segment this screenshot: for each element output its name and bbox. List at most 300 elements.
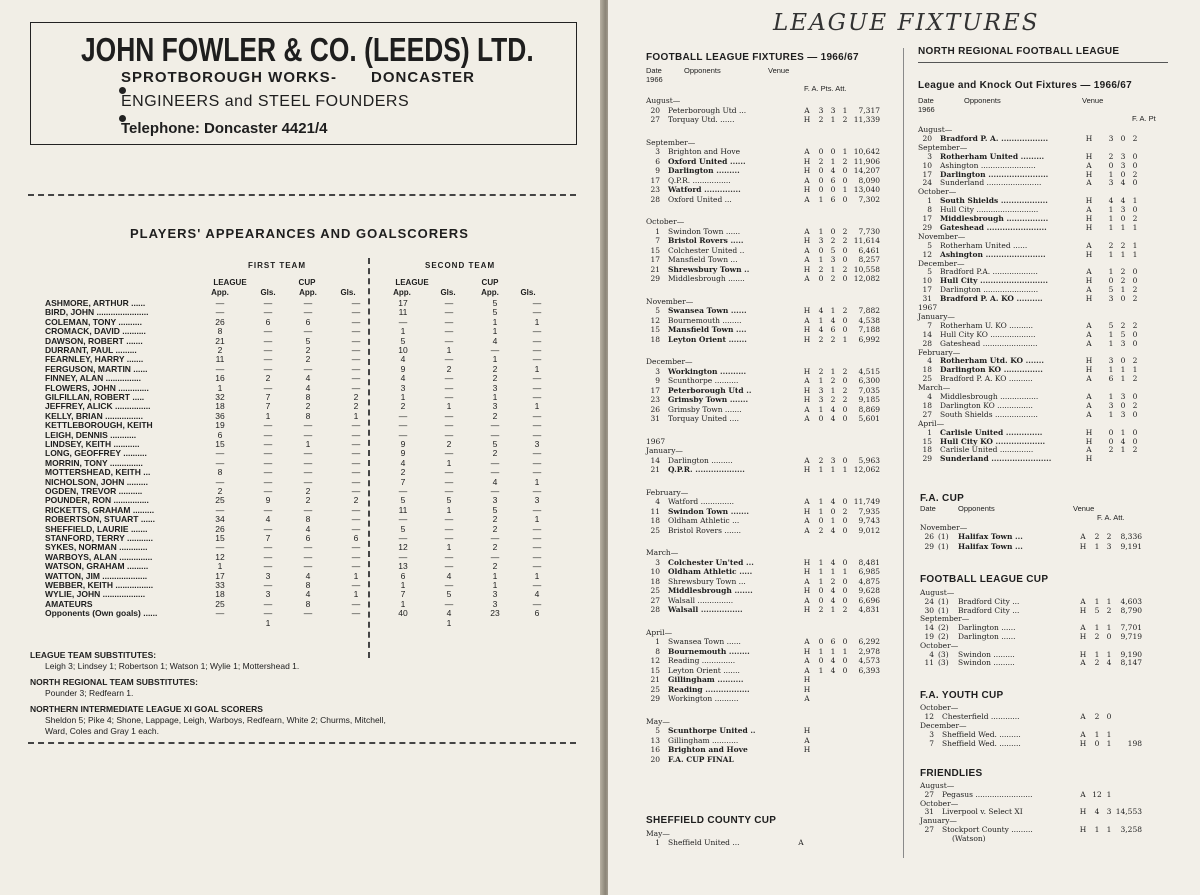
fixture-date: 10 — [922, 276, 932, 286]
fixture-opponent: Peterborough Utd ... — [668, 105, 747, 115]
fixture-row — [646, 395, 901, 405]
stat-cell: 7 — [265, 533, 271, 543]
fixture-against: 2 — [1120, 320, 1126, 330]
works-dash: - — [331, 69, 336, 86]
month-label: January— — [646, 446, 683, 455]
fixture-against: 4 — [830, 414, 836, 423]
stat-cell: 34 — [215, 514, 225, 525]
stat-cell: 12 — [215, 551, 225, 562]
fixture-for: 1 — [1108, 409, 1114, 419]
player-name: ASHMORE, ARTHUR ...... — [45, 298, 146, 308]
stat-cell: — — [263, 504, 273, 515]
stat-cell: 1 — [492, 316, 498, 327]
fixture-venue: H — [1079, 807, 1087, 817]
fixture-venue: A — [1086, 400, 1092, 410]
stat-cell: 3 — [534, 439, 540, 449]
stat-cell: 9 — [400, 439, 406, 449]
fixture-opponent: Middlesbrough ................ — [940, 392, 1039, 401]
fixture-attendance: 7,935 — [858, 506, 880, 516]
stat-cell: — — [490, 457, 500, 468]
month-label: March— — [646, 548, 679, 557]
fixture-against: 0 — [1120, 214, 1126, 223]
fixture-opponent: Rotherham Utd. KO ....... — [940, 356, 1044, 366]
fixture-row — [646, 567, 901, 577]
fixture-points: 2 — [842, 115, 848, 124]
fixture-attendance: 5,963 — [858, 455, 880, 465]
fixture-opponent: Swindon Town ....... — [668, 506, 750, 516]
fixture-venue: A — [804, 637, 810, 646]
stat-cell: — — [303, 420, 313, 431]
stat-cell: — — [444, 373, 454, 384]
fixture-points: 0 — [1132, 329, 1138, 339]
fixture-date: 17 — [650, 175, 660, 185]
fixture-points: 0 — [842, 274, 848, 283]
stat-cell: 10 — [398, 345, 408, 355]
stat-cell: 11 — [398, 504, 408, 515]
fixture-venue: A — [1086, 338, 1092, 348]
fixture-for: 4 — [818, 306, 824, 315]
fixture-for: 0 — [818, 274, 824, 283]
player-name: WYLIE, JOHN .................. — [45, 589, 146, 600]
stat-cell: 1 — [446, 617, 452, 628]
col-app: App. — [211, 288, 229, 297]
fixture-for: 1 — [1094, 825, 1100, 834]
stat-cell: — — [532, 326, 542, 337]
inter-scorers-1: Sheldon 5; Pike 4; Shone, Lappage, Leigh, Warboys, Redfearn, White 2; Churms, Mitchell, — [45, 715, 386, 725]
fixture-against: 1 — [830, 156, 836, 166]
fixture-attendance: 4,831 — [858, 605, 880, 614]
fixture-date: 1 — [655, 637, 660, 646]
second-team-heading: SECOND TEAM — [425, 261, 496, 270]
fixture-opponent: Middlesbrough ................ — [940, 214, 1049, 223]
stat-cell: — — [444, 316, 454, 327]
stat-cell: 5 — [492, 307, 498, 318]
fixture-points: 1 — [842, 567, 848, 576]
fixture-points: 2 — [842, 385, 848, 395]
player-name: OGDEN, TREVOR .......... — [45, 486, 143, 496]
fixture-against: 1 — [830, 567, 836, 576]
fixture-points: 0 — [842, 497, 848, 506]
month-label: April— — [646, 627, 673, 637]
player-name: WATSON, GRAHAM ......... — [45, 561, 149, 572]
player-name: DAWSON, ROBERT ....... — [45, 335, 143, 346]
fixture-opponent: Sunderland ....................... — [940, 178, 1042, 188]
stat-cell: 7 — [400, 476, 406, 487]
fixture-for: 3 — [818, 105, 824, 115]
stat-cell: 4 — [446, 570, 452, 581]
fixture-date: 29 — [650, 694, 660, 703]
fixture-row — [646, 115, 901, 125]
fixture-venue: A — [804, 455, 810, 465]
fixture-row — [646, 736, 901, 746]
fixture-for: 0 — [1108, 160, 1114, 170]
fixture-date: 25 — [922, 374, 932, 384]
stat-cell: — — [303, 326, 313, 337]
fixture-row — [646, 685, 901, 695]
fixture-date: 25 — [650, 684, 660, 694]
stat-cell: 8 — [305, 392, 311, 402]
month-label: August— — [918, 125, 953, 134]
fixture-date: 23 — [650, 395, 660, 404]
fixture-against: 4 — [830, 665, 836, 675]
fixture-against: 5 — [830, 245, 836, 255]
company-name: JOHN FOWLER & CO. (LEEDS) LTD. — [81, 31, 534, 68]
stat-cell: 5 — [400, 335, 406, 346]
fixture-opponent: Ashington ....................... — [940, 249, 1046, 259]
fixture-date: 12 — [650, 315, 660, 325]
stat-cell: 5 — [446, 589, 452, 600]
stat-cell: 1 — [265, 617, 271, 628]
player-name: LINDSEY, KEITH ........... — [45, 439, 140, 449]
fixture-opponent: Oldham Athletic ..... — [668, 567, 753, 576]
fixture-row — [646, 265, 901, 275]
fixture-points: 0 — [842, 665, 848, 675]
stat-cell: 1 — [534, 363, 540, 374]
stat-cell: — — [398, 551, 408, 562]
stat-cell: 1 — [446, 345, 452, 355]
fixture-attendance: 3,258 — [1120, 825, 1142, 834]
fixture-row — [646, 106, 901, 116]
score-columns: F. A. Att. — [1097, 513, 1125, 522]
fixture-attendance: 7,188 — [858, 325, 880, 334]
fixture-row — [646, 255, 901, 265]
stat-cell: — — [215, 298, 225, 308]
fixture-opponent: Bradford P. A. .................. — [940, 133, 1049, 143]
fixture-points: 0 — [1132, 267, 1138, 277]
player-name: FEARNLEY, HARRY ....... — [45, 354, 144, 365]
fixture-for: 0 — [818, 595, 824, 605]
fixture-against: 4 — [1106, 658, 1112, 668]
fixture-opponent: Q.P.R. ................... — [668, 465, 745, 474]
fixture-venue: H — [803, 156, 811, 166]
stat-cell: — — [215, 504, 225, 515]
first-team-heading: FIRST TEAM — [248, 261, 306, 270]
fixture-for: 3 — [818, 236, 824, 245]
fixture-venue: A — [804, 194, 810, 204]
stat-cell: — — [444, 392, 454, 402]
stat-cell: — — [351, 298, 361, 308]
fixture-for: 2 — [1094, 632, 1100, 641]
fixture-opponent: Darlington KO ............... — [940, 365, 1043, 375]
fixture-attendance: 9,185 — [858, 395, 880, 404]
fixture-against: 0 — [1120, 356, 1126, 366]
stat-cell: — — [303, 448, 313, 459]
fixture-attendance: 10,558 — [853, 264, 880, 274]
stat-cell: 2 — [492, 514, 498, 525]
stat-cell: — — [444, 598, 454, 609]
month-label: October— — [920, 640, 959, 650]
stat-cell: — — [444, 420, 454, 431]
fixture-points: 1 — [1132, 249, 1138, 259]
fixture-date: 15 — [650, 245, 660, 255]
stat-cell: 2 — [353, 495, 359, 506]
fixture-against: 1 — [1106, 596, 1112, 606]
fixture-attendance: 11,749 — [853, 497, 880, 506]
fixture-venue: A — [1086, 240, 1092, 250]
stat-cell: 6 — [534, 608, 540, 619]
stat-cell: 5 — [492, 298, 498, 308]
stat-cell: 8 — [217, 326, 223, 337]
fixture-for: 1 — [1094, 623, 1100, 633]
fixture-venue: A — [804, 414, 810, 423]
fixture-against: 4 — [1120, 196, 1126, 206]
fixture-opponent: Watford .............. — [668, 185, 741, 194]
right-page — [608, 0, 1200, 895]
fixture-against: 4 — [830, 166, 836, 175]
month-label: April— — [918, 418, 945, 428]
fixture-venue: H — [1085, 356, 1093, 366]
stat-cell: — — [398, 429, 408, 440]
player-name: NICHOLSON, JOHN ......... — [45, 476, 148, 487]
fixture-opponent: Oldham Athletic ... — [668, 516, 740, 525]
stat-cell: — — [351, 316, 361, 327]
stat-cell: 1 — [400, 392, 406, 402]
stat-cell: — — [490, 345, 500, 355]
stat-cell: 2 — [305, 354, 311, 365]
fixture-for: 5 — [1108, 285, 1114, 295]
stat-cell: — — [263, 439, 273, 449]
fixture-opponent: Torquay United .... — [668, 414, 739, 423]
stat-cell: 17 — [398, 298, 408, 308]
stat-cell: — — [444, 551, 454, 562]
stat-cell: 9 — [400, 448, 406, 459]
player-name: SYKES, NORMAN ............ — [45, 542, 148, 553]
fixture-row — [646, 227, 901, 237]
fixture-date: 1 — [655, 226, 660, 236]
fixture-opponent: Halifax Town ... — [958, 541, 1023, 551]
fixture-venue: A — [804, 525, 810, 535]
stat-cell: — — [351, 486, 361, 496]
stat-cell: 3 — [400, 382, 406, 393]
fixture-against: 1 — [1120, 222, 1126, 232]
fixture-row — [646, 166, 901, 176]
fixture-for: 12 — [1092, 789, 1102, 799]
fixture-opponent: South Shields .................. — [940, 196, 1048, 206]
stat-cell: 5 — [400, 523, 406, 534]
score-columns: F. A. Pts. Att. — [804, 84, 847, 93]
stat-cell: 4 — [400, 457, 406, 468]
stat-cell: — — [351, 523, 361, 534]
month-label: January— — [920, 816, 957, 826]
stat-cell: 4 — [400, 373, 406, 384]
fixture-date: 5 — [655, 306, 660, 315]
month-label: March— — [918, 383, 951, 393]
stat-cell: 18 — [215, 401, 225, 412]
fixture-points: 2 — [1132, 133, 1138, 143]
stat-cell: — — [263, 307, 273, 318]
col-league-1: LEAGUE — [213, 278, 247, 287]
fixture-row — [646, 507, 901, 517]
fixture-for: 4 — [1108, 196, 1114, 206]
fixture-row — [646, 236, 901, 246]
fixture-venue: H — [1085, 133, 1093, 143]
fixture-for: 3 — [818, 385, 824, 395]
fixture-row — [646, 586, 901, 596]
fixture-against: 0 — [1106, 712, 1112, 721]
fixture-venue: H — [1085, 169, 1093, 179]
stat-cell: 2 — [492, 373, 498, 384]
fixture-against: 2 — [1120, 267, 1126, 277]
fixture-against: 1 — [1106, 789, 1112, 799]
fixture-venue: H — [1079, 632, 1087, 641]
fixture-date: 25 — [650, 586, 660, 595]
stat-cell: 1 — [217, 561, 223, 572]
fixture-against: 3 — [1106, 807, 1112, 817]
fixture-venue: H — [803, 334, 811, 344]
fixture-for: 0 — [818, 166, 824, 175]
fixture-points: 2 — [842, 156, 848, 166]
col-gls: Gls. — [440, 288, 456, 297]
fixture-venue: H — [1085, 222, 1093, 232]
stat-cell: — — [444, 476, 454, 487]
fixture-for: 3 — [818, 395, 824, 404]
stat-cell: 4 — [265, 514, 271, 525]
fixture-opponent: Darlington KO ............... — [940, 400, 1033, 410]
stat-cell: — — [444, 561, 454, 572]
stat-cell: — — [444, 467, 454, 478]
col-app: App. — [393, 288, 411, 297]
fixture-date: 12 — [650, 656, 660, 665]
fixture-attendance: 8,147 — [1120, 658, 1142, 668]
fixture-row — [646, 414, 901, 424]
month-label: November— — [918, 231, 966, 241]
fixture-date: 19 — [924, 632, 934, 641]
fixture-attendance: 11,614 — [853, 236, 880, 245]
stat-cell: 7 — [265, 392, 271, 402]
fixture-against: 0 — [1120, 294, 1126, 304]
player-name: RICKETTS, GRAHAM ......... — [45, 504, 155, 515]
stat-cell: 1 — [534, 570, 540, 581]
fixture-venue: A — [798, 838, 804, 847]
stat-cell: — — [532, 467, 542, 478]
month-label: February— — [918, 347, 961, 357]
fixture-for: 0 — [818, 516, 824, 525]
stat-cell: — — [398, 410, 408, 421]
stat-cell: — — [490, 551, 500, 562]
fixture-against: 1 — [830, 366, 836, 376]
fixture-opponent: Ashington ....................... — [940, 160, 1036, 170]
stat-cell: — — [532, 580, 542, 590]
stat-cell: 25 — [215, 598, 225, 609]
fixture-row — [646, 637, 901, 647]
fixture-points: 0 — [842, 315, 848, 325]
fixture-row — [920, 739, 1200, 749]
opponents-label: Opponents — [958, 504, 995, 513]
fixture-round: (2) — [938, 623, 949, 633]
stat-cell: — — [263, 382, 273, 393]
fixture-venue: H — [803, 306, 811, 315]
fixture-row — [646, 647, 901, 657]
fixture-attendance: 12,062 — [853, 465, 880, 474]
fixture-venue: H — [1085, 151, 1093, 161]
fixture-date: 18 — [650, 334, 660, 344]
fixture-against: 6 — [830, 194, 836, 204]
fixture-for: 2 — [1108, 240, 1114, 250]
fixture-date: 6 — [655, 156, 660, 166]
fixture-date: 3 — [655, 366, 660, 376]
stat-cell: — — [444, 298, 454, 308]
fixture-against: 4 — [830, 404, 836, 414]
stat-cell: 15 — [215, 439, 225, 449]
stat-cell: 1 — [492, 326, 498, 337]
fixture-row — [918, 454, 1200, 464]
fixture-opponent: Leyton Orient ....... — [668, 665, 740, 675]
stat-cell: 2 — [353, 401, 359, 412]
fixture-date: 3 — [929, 730, 934, 739]
fixture-venue: H — [803, 465, 811, 474]
fixture-date: 18 — [922, 400, 932, 410]
company-advert — [30, 22, 577, 145]
fixture-venue: H — [1085, 214, 1093, 223]
fixture-attendance: 7,317 — [858, 105, 880, 115]
fixture-opponent: Swindon ......... — [958, 658, 1015, 668]
fixture-date: 3 — [927, 151, 932, 161]
fixture-venue: A — [804, 274, 810, 283]
venue-label: Venue — [1082, 96, 1104, 105]
fixture-date: 28 — [650, 194, 660, 204]
fixture-attendance: 2,978 — [858, 646, 880, 656]
stat-cell: — — [444, 335, 454, 346]
fixture-row — [646, 195, 901, 205]
stat-cell: — — [351, 542, 361, 553]
fixture-opponent: Halifax Town ... — [958, 532, 1023, 541]
fixture-points: 0 — [842, 414, 848, 423]
fixture-attendance: 14,207 — [853, 166, 880, 175]
stat-cell: — — [532, 392, 542, 402]
fixture-opponent: Bristol Rovers ..... — [668, 236, 744, 245]
fixture-against: 0 — [830, 147, 836, 156]
stat-cell: — — [444, 580, 454, 590]
fixture-round: (1) — [938, 596, 949, 606]
fixture-date: 17 — [650, 255, 660, 264]
fixture-attendance: 8,090 — [858, 175, 880, 185]
fixture-date: 5 — [927, 267, 932, 277]
fixture-against: 4 — [1120, 178, 1126, 188]
fixture-points: 0 — [842, 557, 848, 567]
fixture-date: 24 — [922, 178, 932, 188]
fixture-against: 2 — [1106, 605, 1112, 615]
player-name: BIRD, JOHN ...................... — [45, 307, 149, 318]
fixture-for: 0 — [818, 637, 824, 646]
fixture-row — [918, 410, 1200, 420]
fixture-venue: A — [804, 404, 810, 414]
fixture-venue: H — [803, 115, 811, 124]
fixture-points: 1 — [1132, 196, 1138, 206]
fixture-opponent: Hull City KO ................... — [940, 436, 1046, 446]
fixture-opponent: Rotherham United ......... — [940, 151, 1045, 161]
fixture-points: 2 — [842, 306, 848, 315]
stat-cell: — — [490, 467, 500, 478]
fixture-venue: A — [804, 735, 810, 745]
stat-cell: 11 — [398, 307, 408, 318]
stat-cell: 2 — [492, 561, 498, 572]
friendly-note: (Watson) — [952, 833, 986, 843]
stat-cell: — — [303, 467, 313, 478]
year-label: 1966 — [918, 105, 935, 114]
stat-cell: 17 — [215, 570, 225, 581]
fixture-against: 0 — [830, 506, 836, 516]
stat-cell: — — [444, 410, 454, 421]
fixture-points: 0 — [1132, 409, 1138, 419]
stat-cell: 7 — [400, 589, 406, 600]
fixture-venue: H — [1085, 249, 1093, 259]
fixture-venue: H — [1085, 454, 1093, 464]
fixture-for: 0 — [1108, 436, 1114, 446]
fixture-venue: A — [1086, 205, 1092, 215]
stat-cell: — — [351, 382, 361, 393]
fixture-date: 11 — [924, 658, 934, 668]
stat-cell: 4 — [305, 523, 311, 534]
